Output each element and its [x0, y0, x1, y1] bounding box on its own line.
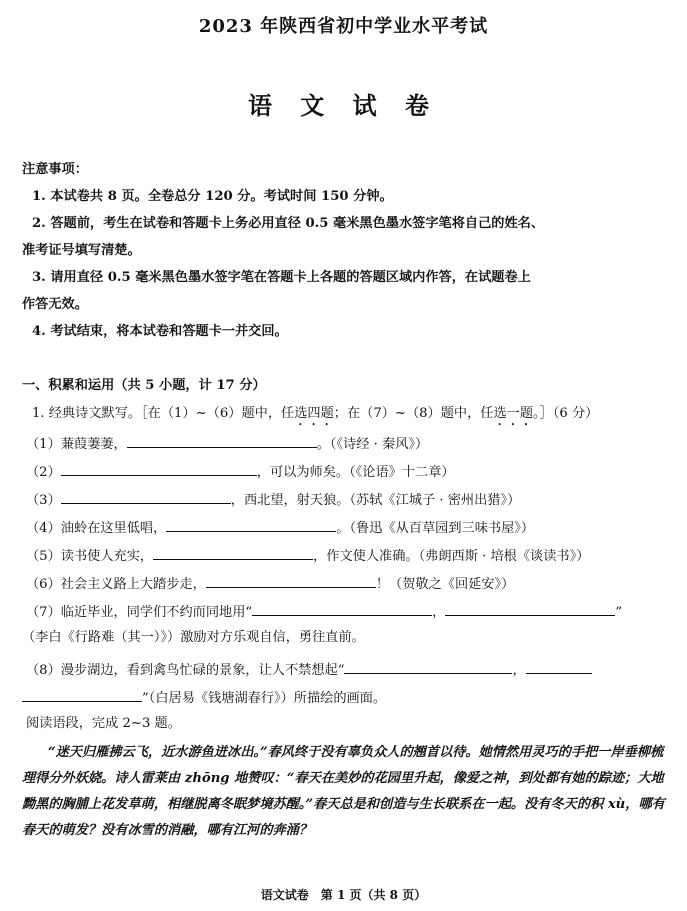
answer-blank[interactable] [252, 600, 432, 616]
answer-blank[interactable] [153, 544, 313, 560]
answer-blank[interactable] [61, 488, 231, 504]
q1-text-a: 1. 经典诗文默写。［在（1）~（6）题中，任 [32, 406, 295, 421]
q1-text-e: 。］（6 分） [533, 406, 599, 421]
notes-section [22, 156, 662, 345]
line-2-prefix: （2） [26, 465, 61, 480]
line-7 [22, 600, 671, 623]
note-item: 4. 考试结束，将本试卷和答题卡一并交回。 [32, 324, 288, 339]
line-3 [22, 488, 671, 511]
passage-paragraph: “迷天归雁拂云飞，近水游鱼迸冰出。”春风终于没有辜负众人的翘首以待。她情然用灵巧的手把一岸垂柳梳理得分外妖娆。诗人雷莱由 zhōng 地赞叹：“春天在美妙的花园里升起，像爱之神，到处都有她的踪迹；大地黝黑的胸脯上花发草萌，相继脱离冬眠梦境苏醒。”春天总是和创造与生长联系在一起。没有冬天的积 xù，哪有春天的萌发？没有冰雪的消融，哪有江河的奔涌？ [22, 745, 665, 838]
line-8-continued [22, 686, 667, 709]
q1-emphasis-choose-one: 选一题 [493, 406, 534, 421]
page-footer: 语文试卷 第 1 页（共 8 页） [260, 888, 427, 902]
line-8-comma: ， [512, 663, 526, 678]
reading-passage [22, 740, 667, 844]
answer-blank[interactable] [526, 658, 592, 674]
line-8 [22, 658, 671, 681]
q1-emphasis-choose-four: 选四题 [294, 406, 334, 421]
line-7-source: （李白《行路难（其一）》）激励对方乐观自信，勇往直前。 [22, 630, 365, 645]
answer-blank[interactable] [22, 686, 142, 702]
notes-heading: 注意事项： [22, 162, 88, 177]
line-2-source: ，可以为师矣。（《论语》十二章） [256, 465, 455, 480]
line-4-prefix: （4）油蛉在这里低唱， [26, 521, 167, 536]
line-5-prefix: （5）读书使人充实， [26, 549, 154, 564]
line-6 [22, 572, 671, 595]
line-7-comma: ， [432, 605, 446, 620]
line-5-source: ，作文使人准确。（弗朗西斯 · 培根《谈读书》） [313, 549, 590, 564]
exam-title: 2023 年陕西省初中学业水平考试 [198, 16, 489, 37]
line-4-source: 。（鲁迅《从百草园到三味书屋》） [336, 521, 535, 536]
line-8-source: ”（白居易《钱塘湖春行》）所描绘的画面。 [142, 691, 387, 706]
paper-title: 语 文 试 卷 [247, 91, 440, 120]
line-7-close-quote: ” [615, 605, 623, 620]
reading-intro: 阅读语段，完成 2~3 题。 [26, 716, 181, 731]
line-6-source: ！（贺敬之《回延安》） [375, 577, 515, 592]
line-3-source: ，西北望，射天狼。（苏轼《江城子 · 密州出猎》） [230, 493, 521, 508]
line-8-prefix: （8）漫步湖边，看到禽鸟忙碌的景象，让人不禁想起“ [26, 663, 345, 678]
line-4 [22, 516, 671, 539]
note-item: 准考证号填写清楚。 [22, 243, 141, 258]
section-heading: 一、积累和运用（共 5 小题，计 17 分） [22, 378, 266, 393]
note-item: 3. 请用直径 0.5 毫米黑色墨水签字笔在答题卡上各题的答题区域内作答，在试题卷上 [32, 270, 531, 285]
line-1-prefix: （1）蒹葭萋萋， [26, 437, 127, 452]
line-1-source: 。（《诗经 · 秦风》） [316, 437, 429, 452]
answer-blank[interactable] [206, 572, 376, 588]
note-item: 1. 本试卷共 8 页。全卷总分 120 分。考试时间 150 分钟。 [32, 189, 393, 204]
answer-blank[interactable] [166, 516, 336, 532]
line-3-prefix: （3） [26, 493, 61, 508]
line-5 [22, 544, 671, 567]
answer-blank[interactable] [445, 600, 615, 616]
answer-blank[interactable] [127, 432, 317, 448]
line-7-prefix: （7）临近毕业，同学们不约而同地用“ [26, 605, 253, 620]
answer-blank[interactable] [61, 460, 257, 476]
answer-blank[interactable] [344, 658, 512, 674]
line-2 [22, 460, 671, 483]
q1-text-c: ；在（7）~（8）题中，任 [333, 406, 494, 421]
question-1-stem [22, 404, 667, 429]
note-item: 2. 答题前，考生在试卷和答题卡上务必用直径 0.5 毫米黑色墨水签字笔将自己的姓名、 [32, 216, 545, 231]
line-1 [22, 432, 671, 455]
line-6-prefix: （6）社会主义路上大踏步走， [26, 577, 206, 592]
note-item: 作答无效。 [22, 297, 88, 312]
